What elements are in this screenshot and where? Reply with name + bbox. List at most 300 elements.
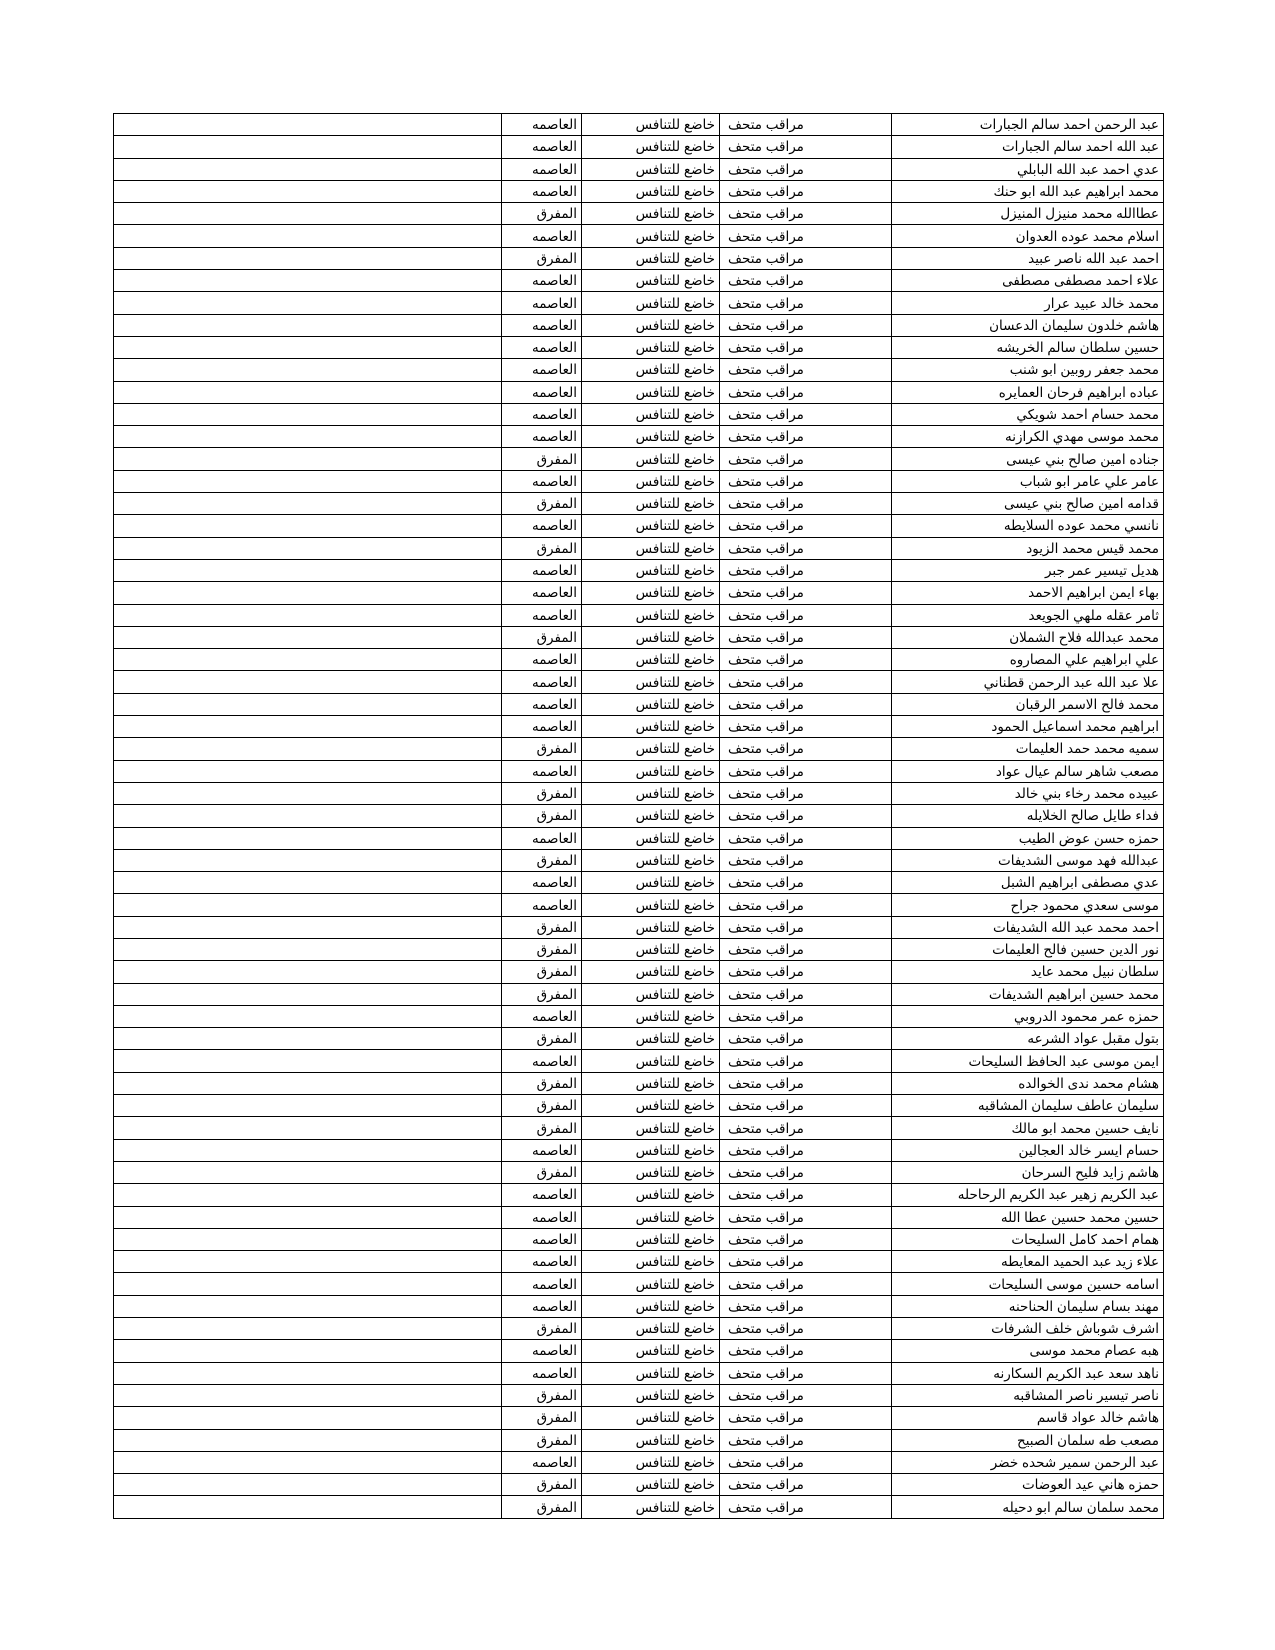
empty-cell (114, 470, 502, 492)
name-cell: عبد الرحمن احمد سالم الجبارات (892, 114, 1164, 136)
empty-cell (114, 559, 502, 581)
name-cell: حمزه حسن عوض الطيب (892, 827, 1164, 849)
region-cell: العاصمه (502, 693, 582, 715)
name-cell: محمد قيس محمد الزيود (892, 537, 1164, 559)
region-cell: المفرق (502, 1161, 582, 1183)
region-cell: العاصمه (502, 292, 582, 314)
role-cell: مراقب متحف (720, 894, 892, 916)
role-cell: مراقب متحف (720, 470, 892, 492)
status-cell: خاضع للتنافس (582, 827, 720, 849)
table-row (114, 849, 1164, 871)
name-cell: سلطان نبيل محمد عايد (892, 961, 1164, 983)
role-cell: مراقب متحف (720, 381, 892, 403)
role-cell: مراقب متحف (720, 1496, 892, 1518)
status-cell: خاضع للتنافس (582, 849, 720, 871)
table-row (114, 336, 1164, 358)
role-cell: مراقب متحف (720, 916, 892, 938)
name-cell: مصعب طه سلمان الصبيح (892, 1429, 1164, 1451)
empty-cell (114, 894, 502, 916)
role-cell: مراقب متحف (720, 1384, 892, 1406)
status-cell: خاضع للتنافس (582, 1251, 720, 1273)
role-cell: مراقب متحف (720, 448, 892, 470)
region-cell: العاصمه (502, 1362, 582, 1384)
status-cell: خاضع للتنافس (582, 515, 720, 537)
empty-cell (114, 1184, 502, 1206)
name-cell: بتول مقبل عواد الشرعه (892, 1028, 1164, 1050)
empty-cell (114, 604, 502, 626)
role-cell: مراقب متحف (720, 1318, 892, 1340)
empty-cell (114, 336, 502, 358)
table-row (114, 649, 1164, 671)
status-cell: خاضع للتنافس (582, 649, 720, 671)
name-cell: علاء احمد مصطفى مصطفى (892, 270, 1164, 292)
candidates-table (113, 113, 1164, 1519)
region-cell: العاصمه (502, 604, 582, 626)
region-cell: العاصمه (502, 760, 582, 782)
status-cell: خاضع للتنافس (582, 314, 720, 336)
role-cell: مراقب متحف (720, 1028, 892, 1050)
table-row (114, 894, 1164, 916)
status-cell: خاضع للتنافس (582, 716, 720, 738)
role-cell: مراقب متحف (720, 1005, 892, 1027)
table-row (114, 1384, 1164, 1406)
role-cell: مراقب متحف (720, 559, 892, 581)
name-cell: ابراهيم محمد اسماعيل الحمود (892, 716, 1164, 738)
role-cell: مراقب متحف (720, 493, 892, 515)
region-cell: العاصمه (502, 426, 582, 448)
status-cell: خاضع للتنافس (582, 292, 720, 314)
empty-cell (114, 1050, 502, 1072)
empty-cell (114, 983, 502, 1005)
empty-cell (114, 716, 502, 738)
name-cell: محمد حسين ابراهيم الشديفات (892, 983, 1164, 1005)
name-cell: حمزه عمر محمود الدروبي (892, 1005, 1164, 1027)
empty-cell (114, 1273, 502, 1295)
region-cell: العاصمه (502, 403, 582, 425)
empty-cell (114, 1362, 502, 1384)
region-cell: المفرق (502, 537, 582, 559)
role-cell: مراقب متحف (720, 1451, 892, 1473)
region-cell: العاصمه (502, 359, 582, 381)
region-cell: العاصمه (502, 649, 582, 671)
table-row (114, 1407, 1164, 1429)
region-cell: العاصمه (502, 336, 582, 358)
name-cell: علاء زيد عبد الحميد المعايطه (892, 1251, 1164, 1273)
empty-cell (114, 938, 502, 960)
empty-cell (114, 1117, 502, 1139)
status-cell: خاضع للتنافس (582, 403, 720, 425)
region-cell: المفرق (502, 983, 582, 1005)
region-cell: المفرق (502, 1407, 582, 1429)
region-cell: العاصمه (502, 671, 582, 693)
role-cell: مراقب متحف (720, 1206, 892, 1228)
name-cell: بهاء ايمن ابراهيم الاحمد (892, 582, 1164, 604)
name-cell: عبدالله فهد موسى الشديفات (892, 849, 1164, 871)
status-cell: خاضع للتنافس (582, 1340, 720, 1362)
role-cell: مراقب متحف (720, 961, 892, 983)
region-cell: العاصمه (502, 1184, 582, 1206)
name-cell: عبيده محمد رخاء بني خالد (892, 782, 1164, 804)
region-cell: المفرق (502, 448, 582, 470)
table-row (114, 314, 1164, 336)
name-cell: نانسي محمد عوده السلايطه (892, 515, 1164, 537)
role-cell: مراقب متحف (720, 359, 892, 381)
role-cell: مراقب متحف (720, 1474, 892, 1496)
name-cell: اسامه حسين موسى السليحات (892, 1273, 1164, 1295)
status-cell: خاضع للتنافس (582, 537, 720, 559)
table-row (114, 1295, 1164, 1317)
table-row (114, 938, 1164, 960)
table-row (114, 1161, 1164, 1183)
table-row (114, 247, 1164, 269)
status-cell: خاضع للتنافس (582, 1474, 720, 1496)
status-cell: خاضع للتنافس (582, 1451, 720, 1473)
region-cell: العاصمه (502, 314, 582, 336)
name-cell: قدامه امين صالح بني عيسى (892, 493, 1164, 515)
name-cell: سميه محمد حمد العليمات (892, 738, 1164, 760)
name-cell: جناده امين صالح بني عيسى (892, 448, 1164, 470)
region-cell: المفرق (502, 1095, 582, 1117)
status-cell: خاضع للتنافس (582, 872, 720, 894)
name-cell: محمد ابراهيم عبد الله ابو حنك (892, 180, 1164, 202)
status-cell: خاضع للتنافس (582, 203, 720, 225)
empty-cell (114, 1295, 502, 1317)
status-cell: خاضع للتنافس (582, 1005, 720, 1027)
region-cell: العاصمه (502, 894, 582, 916)
empty-cell (114, 225, 502, 247)
role-cell: مراقب متحف (720, 760, 892, 782)
role-cell: مراقب متحف (720, 738, 892, 760)
role-cell: مراقب متحف (720, 716, 892, 738)
region-cell: العاصمه (502, 827, 582, 849)
status-cell: خاضع للتنافس (582, 136, 720, 158)
name-cell: اشرف شوباش خلف الشرفات (892, 1318, 1164, 1340)
table-row (114, 292, 1164, 314)
empty-cell (114, 493, 502, 515)
region-cell: المفرق (502, 1474, 582, 1496)
empty-cell (114, 827, 502, 849)
status-cell: خاضع للتنافس (582, 760, 720, 782)
role-cell: مراقب متحف (720, 1161, 892, 1183)
name-cell: عامر علي عامر ابو شباب (892, 470, 1164, 492)
empty-cell (114, 1474, 502, 1496)
empty-cell (114, 1028, 502, 1050)
role-cell: مراقب متحف (720, 247, 892, 269)
status-cell: خاضع للتنافس (582, 180, 720, 202)
status-cell: خاضع للتنافس (582, 1429, 720, 1451)
status-cell: خاضع للتنافس (582, 270, 720, 292)
name-cell: محمد سلمان سالم ابو دحيله (892, 1496, 1164, 1518)
empty-cell (114, 270, 502, 292)
table-row (114, 582, 1164, 604)
role-cell: مراقب متحف (720, 649, 892, 671)
name-cell: هديل تيسير عمر جبر (892, 559, 1164, 581)
region-cell: العاصمه (502, 1295, 582, 1317)
status-cell: خاضع للتنافس (582, 1072, 720, 1094)
table-row (114, 470, 1164, 492)
role-cell: مراقب متحف (720, 114, 892, 136)
table-row (114, 1318, 1164, 1340)
role-cell: مراقب متحف (720, 270, 892, 292)
status-cell: خاضع للتنافس (582, 916, 720, 938)
table-row (114, 1050, 1164, 1072)
role-cell: مراقب متحف (720, 158, 892, 180)
region-cell: المفرق (502, 1496, 582, 1518)
name-cell: نايف حسين محمد ابو مالك (892, 1117, 1164, 1139)
role-cell: مراقب متحف (720, 426, 892, 448)
role-cell: مراقب متحف (720, 1407, 892, 1429)
role-cell: مراقب متحف (720, 1251, 892, 1273)
status-cell: خاضع للتنافس (582, 158, 720, 180)
table-row (114, 270, 1164, 292)
status-cell: خاضع للتنافس (582, 1028, 720, 1050)
region-cell: العاصمه (502, 1228, 582, 1250)
role-cell: مراقب متحف (720, 537, 892, 559)
table-row (114, 760, 1164, 782)
empty-cell (114, 738, 502, 760)
table-row (114, 559, 1164, 581)
region-cell: المفرق (502, 1117, 582, 1139)
table-row (114, 493, 1164, 515)
empty-cell (114, 782, 502, 804)
status-cell: خاضع للتنافس (582, 894, 720, 916)
empty-cell (114, 314, 502, 336)
status-cell: خاضع للتنافس (582, 225, 720, 247)
status-cell: خاضع للتنافس (582, 626, 720, 648)
region-cell: العاصمه (502, 158, 582, 180)
region-cell: العاصمه (502, 1139, 582, 1161)
role-cell: مراقب متحف (720, 626, 892, 648)
empty-cell (114, 1139, 502, 1161)
empty-cell (114, 1429, 502, 1451)
role-cell: مراقب متحف (720, 1117, 892, 1139)
status-cell: خاضع للتنافس (582, 782, 720, 804)
status-cell: خاضع للتنافس (582, 493, 720, 515)
empty-cell (114, 1340, 502, 1362)
role-cell: مراقب متحف (720, 1295, 892, 1317)
region-cell: المفرق (502, 782, 582, 804)
region-cell: المفرق (502, 938, 582, 960)
status-cell: خاضع للتنافس (582, 1273, 720, 1295)
name-cell: علا عبد الله عبد الرحمن قطناني (892, 671, 1164, 693)
name-cell: حمزه هاني عيد العوضات (892, 1474, 1164, 1496)
name-cell: احمد عبد الله ناصر عبيد (892, 247, 1164, 269)
name-cell: حسين محمد حسين عطا الله (892, 1206, 1164, 1228)
name-cell: محمد فالح الاسمر الرقبان (892, 693, 1164, 715)
table-row (114, 961, 1164, 983)
status-cell: خاضع للتنافس (582, 938, 720, 960)
region-cell: المفرق (502, 849, 582, 871)
status-cell: خاضع للتنافس (582, 336, 720, 358)
status-cell: خاضع للتنافس (582, 1228, 720, 1250)
status-cell: خاضع للتنافس (582, 805, 720, 827)
table-row (114, 158, 1164, 180)
table-row (114, 1072, 1164, 1094)
name-cell: محمد عبدالله فلاح الشملان (892, 626, 1164, 648)
name-cell: هشام محمد ندى الخوالده (892, 1072, 1164, 1094)
status-cell: خاضع للتنافس (582, 1161, 720, 1183)
table-row (114, 136, 1164, 158)
table-row (114, 180, 1164, 202)
role-cell: مراقب متحف (720, 827, 892, 849)
empty-cell (114, 693, 502, 715)
table-row (114, 604, 1164, 626)
status-cell: خاضع للتنافس (582, 693, 720, 715)
status-cell: خاضع للتنافس (582, 114, 720, 136)
region-cell: العاصمه (502, 136, 582, 158)
role-cell: مراقب متحف (720, 1139, 892, 1161)
table-row (114, 1206, 1164, 1228)
status-cell: خاضع للتنافس (582, 1496, 720, 1518)
table-row (114, 1251, 1164, 1273)
name-cell: احمد محمد عبد الله الشديفات (892, 916, 1164, 938)
region-cell: العاصمه (502, 1340, 582, 1362)
table-row (114, 515, 1164, 537)
empty-cell (114, 136, 502, 158)
empty-cell (114, 203, 502, 225)
name-cell: عبد الله احمد سالم الجبارات (892, 136, 1164, 158)
status-cell: خاضع للتنافس (582, 738, 720, 760)
empty-cell (114, 649, 502, 671)
empty-cell (114, 381, 502, 403)
region-cell: العاصمه (502, 872, 582, 894)
empty-cell (114, 180, 502, 202)
role-cell: مراقب متحف (720, 1340, 892, 1362)
region-cell: العاصمه (502, 716, 582, 738)
table-row (114, 1273, 1164, 1295)
region-cell: العاصمه (502, 180, 582, 202)
empty-cell (114, 760, 502, 782)
region-cell: المفرق (502, 1318, 582, 1340)
name-cell: هاشم زايد فليح السرحان (892, 1161, 1164, 1183)
region-cell: العاصمه (502, 1050, 582, 1072)
status-cell: خاضع للتنافس (582, 559, 720, 581)
name-cell: نور الدين حسين فالح العليمات (892, 938, 1164, 960)
table-row (114, 805, 1164, 827)
empty-cell (114, 916, 502, 938)
region-cell: العاصمه (502, 1273, 582, 1295)
region-cell: المفرق (502, 1028, 582, 1050)
region-cell: العاصمه (502, 470, 582, 492)
empty-cell (114, 1072, 502, 1094)
region-cell: المفرق (502, 247, 582, 269)
empty-cell (114, 247, 502, 269)
empty-cell (114, 1161, 502, 1183)
region-cell: المفرق (502, 626, 582, 648)
empty-cell (114, 1228, 502, 1250)
empty-cell (114, 961, 502, 983)
empty-cell (114, 403, 502, 425)
status-cell: خاضع للتنافس (582, 1206, 720, 1228)
role-cell: مراقب متحف (720, 203, 892, 225)
role-cell: مراقب متحف (720, 983, 892, 1005)
table-row (114, 1451, 1164, 1473)
table-row (114, 1117, 1164, 1139)
name-cell: عدي مصطفى ابراهيم الشبل (892, 872, 1164, 894)
status-cell: خاضع للتنافس (582, 961, 720, 983)
role-cell: مراقب متحف (720, 1273, 892, 1295)
region-cell: العاصمه (502, 1251, 582, 1273)
table-row (114, 403, 1164, 425)
name-cell: عبد الرحمن سمير شحده خضر (892, 1451, 1164, 1473)
region-cell: المفرق (502, 961, 582, 983)
status-cell: خاضع للتنافس (582, 359, 720, 381)
table-row (114, 738, 1164, 760)
status-cell: خاضع للتنافس (582, 1139, 720, 1161)
empty-cell (114, 359, 502, 381)
empty-cell (114, 1005, 502, 1027)
status-cell: خاضع للتنافس (582, 1050, 720, 1072)
role-cell: مراقب متحف (720, 938, 892, 960)
role-cell: مراقب متحف (720, 1184, 892, 1206)
role-cell: مراقب متحف (720, 1050, 892, 1072)
empty-cell (114, 671, 502, 693)
role-cell: مراقب متحف (720, 1072, 892, 1094)
table-row (114, 872, 1164, 894)
status-cell: خاضع للتنافس (582, 1295, 720, 1317)
name-cell: حسين سلطان سالم الخريشه (892, 336, 1164, 358)
name-cell: مهند بسام سليمان الحناحنه (892, 1295, 1164, 1317)
name-cell: هاشم خالد عواد قاسم (892, 1407, 1164, 1429)
empty-cell (114, 114, 502, 136)
table-row (114, 827, 1164, 849)
role-cell: مراقب متحف (720, 515, 892, 537)
name-cell: محمد جعفر روبين ابو شنب (892, 359, 1164, 381)
empty-cell (114, 1407, 502, 1429)
empty-cell (114, 426, 502, 448)
role-cell: مراقب متحف (720, 1095, 892, 1117)
region-cell: المفرق (502, 916, 582, 938)
table-row (114, 1429, 1164, 1451)
name-cell: محمد حسام احمد شويكي (892, 403, 1164, 425)
table-row (114, 203, 1164, 225)
status-cell: خاضع للتنافس (582, 470, 720, 492)
empty-cell (114, 582, 502, 604)
status-cell: خاضع للتنافس (582, 426, 720, 448)
region-cell: العاصمه (502, 225, 582, 247)
table-row (114, 1184, 1164, 1206)
table-row (114, 716, 1164, 738)
name-cell: عباده ابراهيم فرحان العمايره (892, 381, 1164, 403)
role-cell: مراقب متحف (720, 1429, 892, 1451)
role-cell: مراقب متحف (720, 872, 892, 894)
empty-cell (114, 849, 502, 871)
region-cell: العاصمه (502, 1005, 582, 1027)
status-cell: خاضع للتنافس (582, 1318, 720, 1340)
role-cell: مراقب متحف (720, 1228, 892, 1250)
region-cell: المفرق (502, 1072, 582, 1094)
empty-cell (114, 537, 502, 559)
status-cell: خاضع للتنافس (582, 247, 720, 269)
table-row (114, 359, 1164, 381)
candidates-table-body (114, 114, 1164, 1519)
role-cell: مراقب متحف (720, 336, 892, 358)
empty-cell (114, 1095, 502, 1117)
name-cell: ايمن موسى عبد الحافظ السليحات (892, 1050, 1164, 1072)
empty-cell (114, 158, 502, 180)
table-row (114, 782, 1164, 804)
region-cell: المفرق (502, 493, 582, 515)
region-cell: العاصمه (502, 582, 582, 604)
empty-cell (114, 805, 502, 827)
region-cell: المفرق (502, 805, 582, 827)
region-cell: المفرق (502, 203, 582, 225)
table-row (114, 626, 1164, 648)
empty-cell (114, 1318, 502, 1340)
role-cell: مراقب متحف (720, 782, 892, 804)
name-cell: مصعب شاهر سالم عيال عواد (892, 760, 1164, 782)
status-cell: خاضع للتنافس (582, 1117, 720, 1139)
